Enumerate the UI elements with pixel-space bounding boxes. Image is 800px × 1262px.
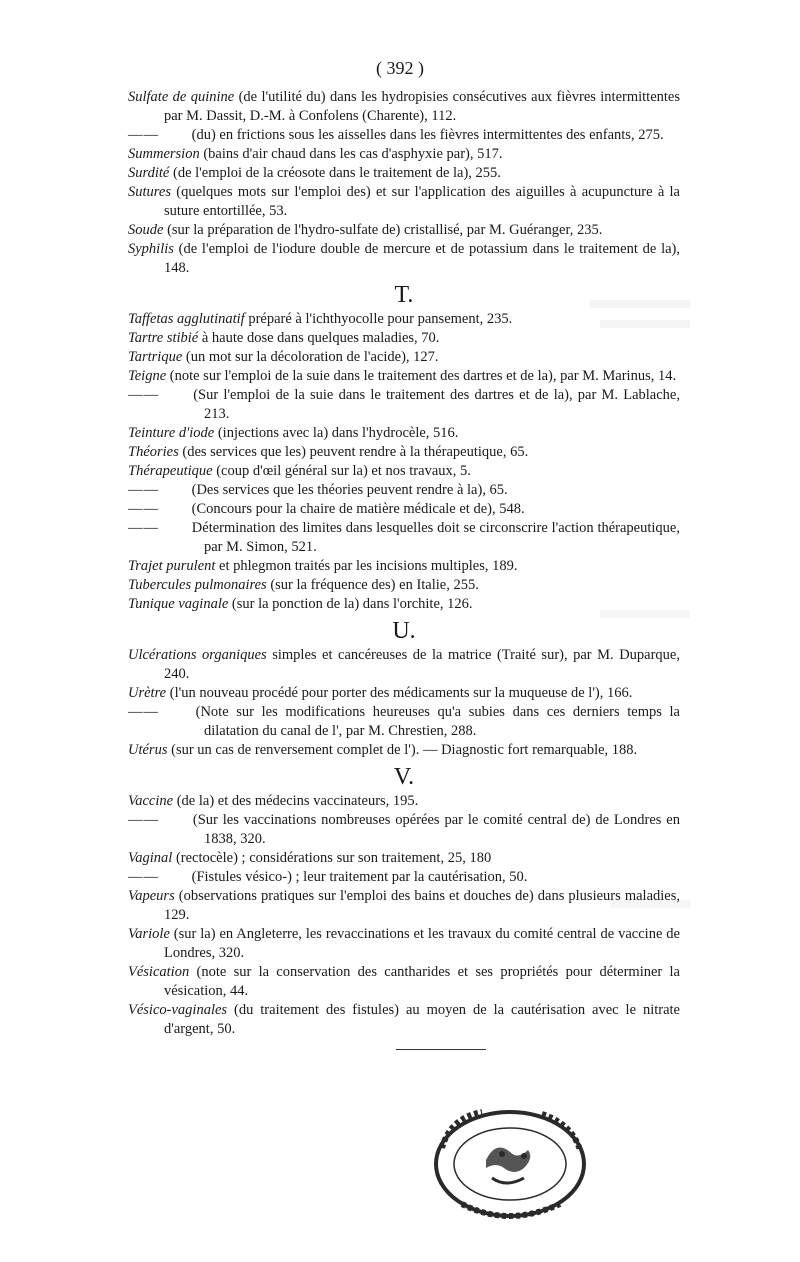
entry-text: (Note sur les modifications heureuses qu'a subies dans ces derniers temps la dilatation du canal de l', par M. Chrestien, 288. — [188, 704, 680, 739]
ditto-dash: —— — [128, 127, 159, 143]
entry-heading: Vésico-vaginales — [128, 1002, 228, 1018]
entry-heading: Vaginal — [128, 850, 173, 866]
entry-text: (un mot sur la décoloration de l'acide), 127. — [182, 349, 439, 365]
entry-text: (observations pratiques sur l'emploi des bains et douches de) dans plusieurs maladies, 129. — [164, 888, 680, 923]
entry-heading: Tunique vaginale — [128, 596, 229, 612]
entry-text: à haute dose dans quelques maladies, 70. — [198, 330, 440, 346]
ditto-dash: —— — [128, 387, 159, 403]
index-entry — [128, 367, 680, 386]
ditto-dash: —— — [128, 482, 159, 498]
index-entry — [128, 221, 680, 240]
index-entry — [128, 887, 680, 925]
end-rule — [396, 1049, 486, 1050]
entry-heading: Taffetas agglutinatif — [128, 311, 245, 327]
entry-text: (de l'emploi de l'iodure double de mercure et de potassium dans le traitement de la), 148. — [164, 241, 680, 276]
entry-heading: Teinture d'iode — [128, 425, 215, 441]
index-entry — [128, 519, 680, 557]
index-entry — [128, 164, 680, 183]
entry-text: (sur la préparation de l'hydro-sulfate de) cristallisé, par M. Guéranger, 235. — [163, 222, 603, 238]
section-letter: U. — [392, 618, 416, 644]
index-entry — [128, 424, 680, 443]
entry-heading: Ulcérations organiques — [128, 647, 267, 663]
entry-heading: Tartre stibié — [128, 330, 199, 346]
entry-heading: Surdité — [128, 165, 170, 181]
entry-heading: Soude — [128, 222, 164, 238]
entry-text: (note sur la conservation des cantharides et ses propriétés pour déterminer la vésication, 44. — [164, 964, 680, 999]
index-entry — [128, 462, 680, 481]
entry-text: (l'un nouveau procédé pour porter des médicaments sur la muqueuse de l'), 166. — [166, 685, 633, 701]
index-entry — [128, 126, 680, 145]
index-entry — [128, 646, 680, 684]
entry-text: (du traitement des fistules) au moyen de la cautérisation avec le nitrate d'argent, 50. — [164, 1002, 680, 1037]
entry-heading: Théories — [128, 444, 179, 460]
entry-text: (Sur l'emploi de la suie dans le traitement des dartres et de la), par M. Lablache, 213. — [188, 387, 680, 422]
index-entry — [128, 443, 680, 462]
entry-heading: Teigne — [128, 368, 167, 384]
entry-text: Détermination des limites dans lesquelles doit se circonscrire l'action thérapeutique, par M. Simon, 521. — [188, 520, 680, 555]
entry-text: (note sur l'emploi de la suie dans le traitement des dartres et de la), par M. Marinus, 14. — [166, 368, 677, 384]
entry-text: (sur un cas de renversement complet de l'). — Diagnostic fort remarquable, 188. — [167, 742, 638, 758]
entry-heading: Tartrique — [128, 349, 183, 365]
index-entry — [128, 684, 680, 703]
entry-heading: Variole — [128, 926, 170, 942]
ditto-dash: —— — [128, 812, 159, 828]
section-letter: T. — [394, 282, 414, 308]
entry-text: (du) en frictions sous les aisselles dans les fièvres intermittentes des enfants, 275. — [188, 127, 664, 143]
entry-heading: Syphilis — [128, 241, 174, 257]
entry-heading: Trajet purulent — [128, 558, 216, 574]
library-stamp — [432, 1108, 588, 1220]
ditto-dash: —— — [128, 869, 159, 885]
index-entry — [128, 868, 680, 887]
index-entry — [128, 183, 680, 221]
entry-text: (Des services que les théories peuvent rendre à la), 65. — [188, 482, 508, 498]
index-entry — [128, 741, 680, 760]
entry-heading: Vapeurs — [128, 888, 175, 904]
index-entry — [128, 576, 680, 595]
index-entry — [128, 386, 680, 424]
entry-text: (Sur les vaccinations nombreuses opérées par le comité central de) de Londres en 1838, 320. — [188, 812, 680, 847]
entry-text: (coup d'œil général sur la) et nos travaux, 5. — [212, 463, 471, 479]
entry-text: (Concours pour la chaire de matière médicale et de), 548. — [188, 501, 525, 517]
page-number: ( 392 ) — [376, 58, 424, 78]
entry-heading: Vaccine — [128, 793, 174, 809]
ditto-dash: —— — [128, 501, 159, 517]
entry-heading: Vésication — [128, 964, 190, 980]
entry-heading: Urètre — [128, 685, 167, 701]
entry-text: et phlegmon traités par les incisions multiples, 189. — [215, 558, 518, 574]
index-entry — [128, 703, 680, 741]
index-entry — [128, 310, 680, 329]
entry-text: (sur la fréquence des) en Italie, 255. — [266, 577, 479, 593]
entry-text: (Fistules vésico-) ; leur traitement par la cautérisation, 50. — [188, 869, 528, 885]
entry-text: (de l'emploi de la créosote dans le traitement de la), 255. — [169, 165, 501, 181]
index-entry — [128, 500, 680, 519]
entry-heading: Tubercules pulmonaires — [128, 577, 267, 593]
entry-text: (de la) et des médecins vaccinateurs, 195. — [173, 793, 419, 809]
entry-heading: Thérapeutique — [128, 463, 213, 479]
entry-text: (sur la) en Angleterre, les revaccinations et les travaux du comité central de vaccine de Londres, 320. — [164, 926, 680, 961]
entry-heading: Sutures — [128, 184, 171, 200]
index-entries — [128, 88, 680, 1050]
entry-text: (rectocèle) ; considérations sur son traitement, 25, 180 — [172, 850, 492, 866]
index-entry — [128, 792, 680, 811]
index-entry — [128, 240, 680, 278]
index-entry — [128, 1001, 680, 1039]
index-entry — [128, 145, 680, 164]
section-letter: V. — [393, 764, 415, 790]
entry-text: (sur la ponction de la) dans l'orchite, 126. — [228, 596, 473, 612]
entry-text: (quelques mots sur l'emploi des) et sur l'application des aiguilles à acupuncture à la suture entortillée, 53. — [164, 184, 680, 219]
entry-heading: Utérus — [128, 742, 168, 758]
index-entry — [128, 557, 680, 576]
entry-heading: Summersion — [128, 146, 200, 162]
entry-text: préparé à l'ichthyocolle pour pansement, 235. — [244, 311, 513, 327]
entry-text: (des services que les) peuvent rendre à la thérapeutique, 65. — [178, 444, 529, 460]
index-entry — [128, 481, 680, 500]
entry-text: (de l'utilité du) dans les hydropisies consécutives aux fièvres intermittentes par M. Dassit, D.-M. à Confolens (Charente), 112. — [164, 89, 680, 124]
ditto-dash: —— — [128, 704, 159, 720]
index-entry — [128, 925, 680, 963]
index-entry — [128, 811, 680, 849]
index-entry — [128, 849, 680, 868]
entry-text: (bains d'air chaud dans les cas d'asphyxie par), 517. — [199, 146, 503, 162]
index-entry — [128, 88, 680, 126]
index-entry — [128, 963, 680, 1001]
index-entry — [128, 595, 680, 614]
index-entry — [128, 329, 680, 348]
index-entry — [128, 348, 680, 367]
ditto-dash: —— — [128, 520, 159, 536]
entry-heading: Sulfate de quinine — [128, 89, 235, 105]
entry-text: (injections avec la) dans l'hydrocèle, 516. — [214, 425, 459, 441]
entry-text: simples et cancéreuses de la matrice (Traité sur), par M. Duparque, 240. — [164, 647, 680, 682]
